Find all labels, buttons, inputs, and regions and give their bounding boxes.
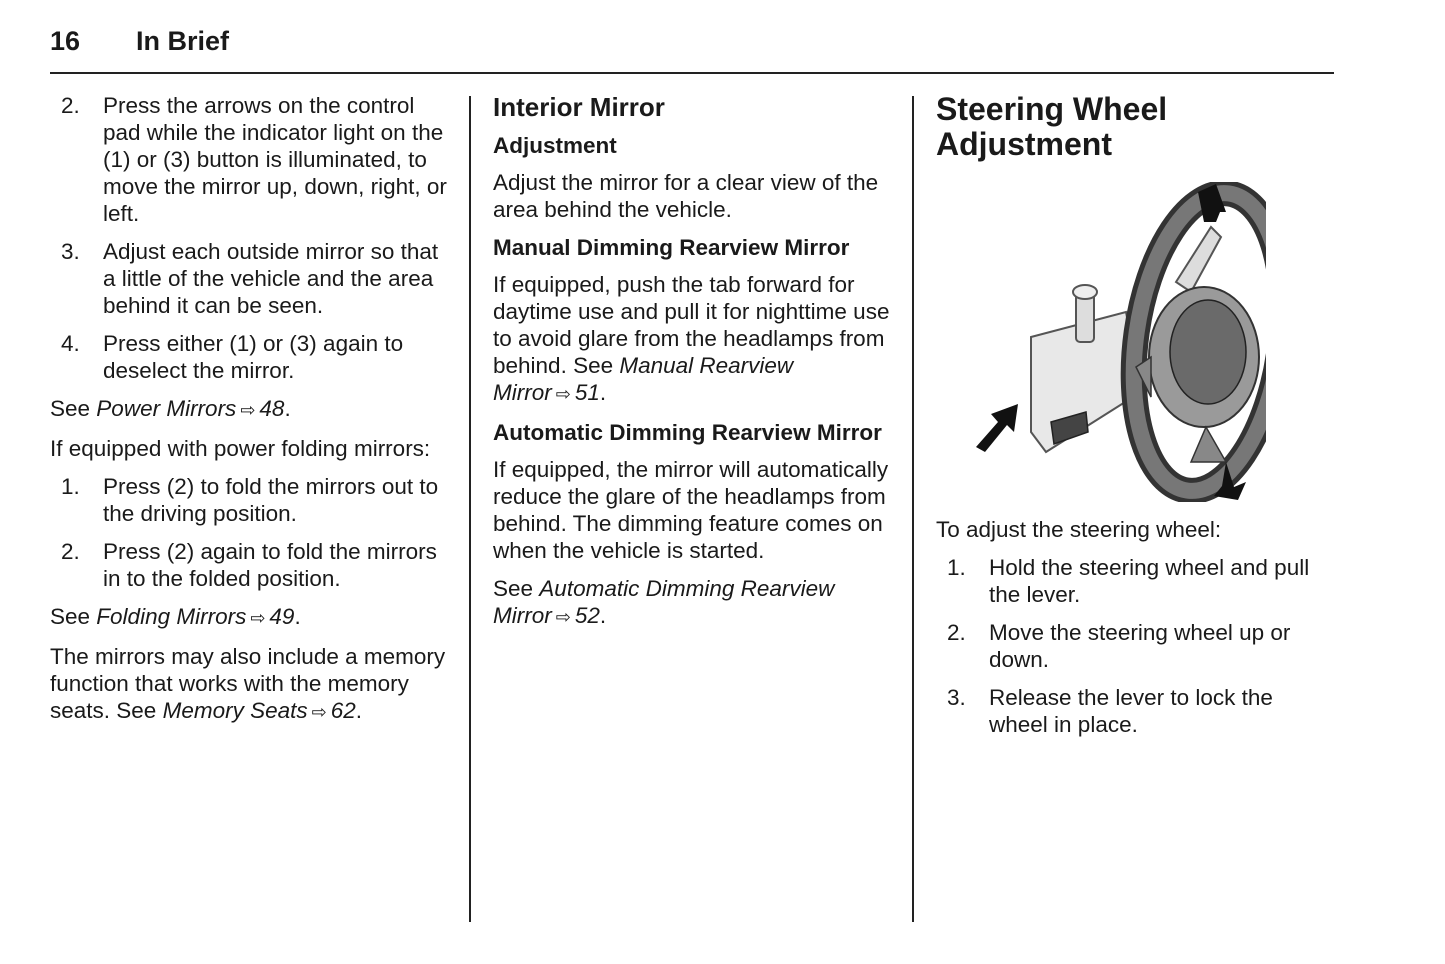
automatic-dimming-text: If equipped, the mirror will automatically reduce the glare of the headlamps from behind. The dimming feature comes on when the vehicle is started. (493, 457, 889, 563)
list-item: 2. Press the arrows on the control pad while the indicator light on the (1) or (3) button is illuminated, to move the mirror up, down, right, or left. (61, 93, 447, 226)
steering-wheel-icon (976, 182, 1266, 502)
list-item: 4. Press either (1) or (3) again to deselect the mirror. (61, 331, 404, 383)
list-item: 3. Adjust each outside mirror so that a little of the vehicle and the area behind it can be seen. (61, 239, 439, 318)
see-power-mirrors: See Power Mirrors ⇨ 48. (50, 396, 291, 421)
see-automatic-dimming: See Automatic Dimming Rearview Mirror ⇨ 52. (493, 576, 835, 628)
folding-intro: If equipped with power folding mirrors: (50, 436, 431, 461)
list-item: 1. Press (2) to fold the mirrors out to the driving position. (61, 474, 439, 526)
automatic-dimming-link[interactable]: Automatic Dimming Rearview Mirror ⇨ 52 (493, 576, 835, 628)
column-divider-2 (912, 96, 914, 922)
list-item: 1. Hold the steering wheel and pull the lever. (947, 555, 1310, 607)
list-item: 2. Press (2) again to fold the mirrors in to the folded position. (61, 539, 437, 591)
manual-dimming-heading: Manual Dimming Rearview Mirror (493, 235, 850, 260)
steering-wheel-illustration (976, 182, 1266, 502)
list-item: 3. Release the lever to lock the wheel in place. (947, 685, 1273, 737)
page-reference-icon: ⇨ (311, 702, 327, 722)
power-mirrors-link[interactable]: Power Mirrors ⇨ 48 (96, 396, 285, 421)
page-reference-icon: ⇨ (555, 607, 571, 627)
page-number: 16 (50, 26, 81, 56)
page-header (50, 26, 1334, 74)
folding-mirrors-link[interactable]: Folding Mirrors ⇨ 49 (96, 604, 295, 629)
page-reference-icon: ⇨ (555, 384, 571, 404)
column-2 (493, 92, 893, 642)
memory-seats-link[interactable]: Memory Seats ⇨ 62 (162, 698, 356, 723)
mirror-steps-list (50, 92, 450, 384)
steering-wheel-heading: Steering Wheel Adjustment (936, 91, 1168, 162)
column-divider-1 (469, 96, 471, 922)
adjust-intro: To adjust the steering wheel: (936, 517, 1222, 542)
manual-dimming-text: If equipped, push the tab forward for daytime use and pull it for nighttime use to avoid glare from the headlamps from behind. See Manual Rearview Mirror ⇨ 51. (493, 272, 890, 405)
manual-rearview-mirror-link[interactable]: Manual Rearview Mirror ⇨ 51 (493, 353, 794, 405)
steering-steps-list (936, 554, 1326, 738)
column-3 (936, 92, 1326, 749)
column-1 (50, 92, 450, 737)
list-item: 2. Move the steering wheel up or down. (947, 620, 1291, 672)
automatic-dimming-heading: Automatic Dimming Rearview Mirror (493, 420, 882, 445)
page-reference-icon: ⇨ (240, 400, 256, 420)
section-title: In Brief (136, 26, 230, 56)
adjustment-heading: Adjustment (493, 133, 617, 158)
see-folding-mirrors: See Folding Mirrors ⇨ 49. (50, 604, 301, 629)
memory-paragraph: The mirrors may also include a memory function that works with the memory seats. See Memory Seats ⇨ 62. (50, 644, 446, 723)
folding-steps-list (50, 473, 450, 592)
page-reference-icon: ⇨ (250, 608, 266, 628)
adjustment-text: Adjust the mirror for a clear view of the area behind the vehicle. (493, 170, 879, 222)
interior-mirror-heading: Interior Mirror (493, 92, 665, 122)
